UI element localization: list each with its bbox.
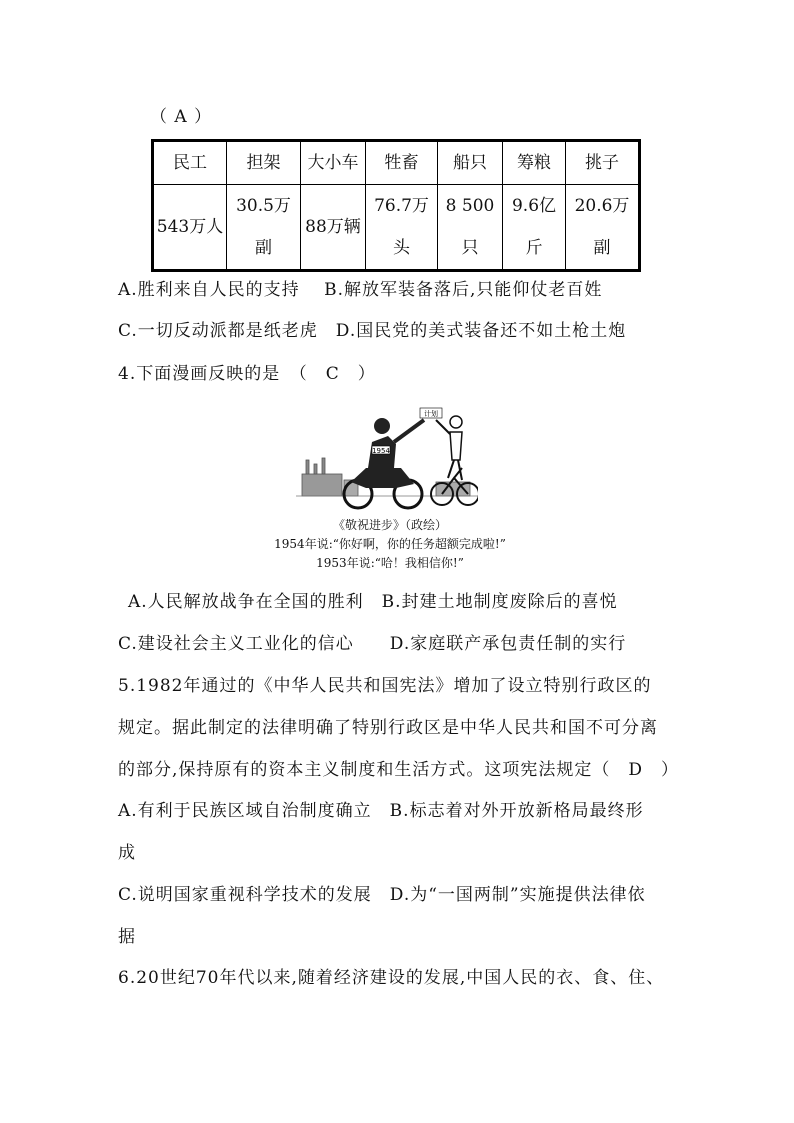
- cartoon-caption-title: 《敬祝进步》（政绘）: [332, 518, 447, 532]
- q4-options-line-1: A.人民解放战争在全国的胜利 B.封建土地制度废除后的喜悦: [128, 592, 618, 612]
- q3-answer-line: （ A ）: [150, 107, 213, 127]
- q3-options-line-1: A.胜利来自人民的支持 B.解放军装备落后,只能仰仗老百姓: [118, 280, 603, 300]
- q3-options-line-2: C.一切反动派都是纸老虎 D.国民党的美式装备还不如土枪土炮: [118, 321, 627, 341]
- q5-stem-line-2: 规定。据此制定的法律明确了特别行政区是中华人民共和国不可分离: [118, 718, 658, 738]
- cartoon-sign-text: 计划: [424, 410, 438, 418]
- table-header-cell: 筹粮: [503, 141, 566, 185]
- cartoon-illustration: [296, 402, 478, 512]
- q5-option-d-wrap: 据: [118, 927, 136, 947]
- table-header-cell: 挑子: [566, 141, 640, 185]
- table-value-cell: 76.7万 头: [366, 185, 438, 271]
- table-value-cell: 20.6万 副: [566, 185, 640, 271]
- q4-options-line-2: C.建设社会主义工业化的信心 D.家庭联产承包责任制的实行: [118, 634, 627, 654]
- table-header-cell: 民工: [153, 141, 227, 185]
- q5-option-a-b: A.有利于民族区域自治制度确立 B.标志着对外开放新格局最终形: [118, 801, 644, 821]
- q5-stem-line-3: 的部分,保持原有的资本主义制度和生活方式。这项宪法规定（ D ）: [118, 760, 680, 780]
- cartoon-caption-1953: 1953年说:“哈！我相信你!”: [316, 556, 464, 570]
- table-value-cell: 9.6亿 斤: [503, 185, 566, 271]
- motorcycle-number-plate: 1954: [372, 447, 390, 455]
- q4-stem: 4.下面漫画反映的是 （ C ）: [118, 364, 376, 384]
- table-value-cell: 88万辆: [301, 185, 366, 271]
- table-value-cell: 30.5万 副: [227, 185, 301, 271]
- q3-data-table: [151, 139, 641, 272]
- table-header-cell: 牲畜: [366, 141, 438, 185]
- cartoon-caption-1954: 1954年说:“你好啊，你的任务超额完成啦!”: [274, 537, 506, 551]
- table-header-cell: 船只: [438, 141, 503, 185]
- q6-stem-line-1: 6.20世纪70年代以来,随着经济建设的发展,中国人民的衣、食、住、: [118, 968, 665, 988]
- table-value-cell: 543万人: [153, 185, 227, 271]
- table-header-cell: 担架: [227, 141, 301, 185]
- table-value-cell: 8 500 只: [438, 185, 503, 271]
- q5-option-b-wrap: 成: [118, 843, 136, 863]
- q5-stem-line-1: 5.1982年通过的《中华人民共和国宪法》增加了设立特别行政区的: [118, 676, 652, 696]
- table-header-cell: 大小车: [301, 141, 366, 185]
- q5-option-c-d: C.说明国家重视科学技术的发展 D.为“一国两制”实施提供法律依: [118, 885, 646, 905]
